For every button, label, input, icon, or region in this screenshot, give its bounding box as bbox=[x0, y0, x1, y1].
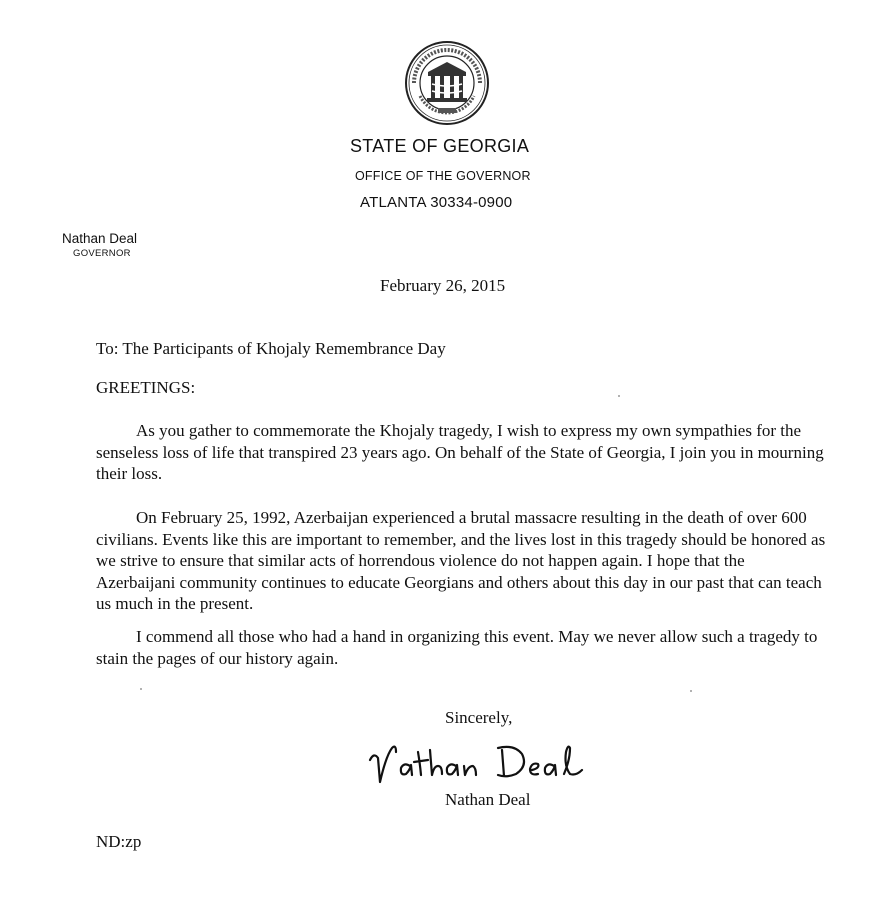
paragraph-2: On February 25, 1992, Azerbaijan experienced a brutal massacre resulting in the death of over 600 civilians. Events like this are important to remember, and the lives lost in this tragedy should be honored as we strive to ensure that similar acts of horrendous violence do not happen again. I hope that the Azerbaijani community continues to educate Georgians and others about this day in our past that can teach us much in the present. bbox=[96, 508, 826, 613]
reference-initials: ND:zp bbox=[96, 832, 142, 851]
handwritten-signature bbox=[366, 738, 590, 788]
state-title: STATE OF GEORGIA bbox=[350, 136, 530, 156]
city-address: ATLANTA 30334-0900 bbox=[360, 194, 513, 211]
addressee-line: To: The Participants of Khojaly Remembrance Day bbox=[96, 339, 446, 358]
paragraph-1: As you gather to commemorate the Khojaly tragedy, I wish to express my own sympathies for the senseless loss of life that transpired 23 years ago. On behalf of the State of Georgia, I join you in mourning their loss. bbox=[96, 421, 824, 483]
scan-speck bbox=[690, 690, 692, 692]
scan-speck bbox=[618, 395, 620, 397]
letter-date: February 26, 2015 bbox=[380, 276, 506, 295]
governor-title: GOVERNOR bbox=[73, 248, 131, 259]
state-seal bbox=[404, 40, 490, 126]
closing: Sincerely, bbox=[445, 708, 513, 727]
office-title: OFFICE OF THE GOVERNOR bbox=[355, 169, 531, 183]
signer-name: Nathan Deal bbox=[445, 790, 531, 809]
greeting: GREETINGS: bbox=[96, 378, 196, 397]
scan-speck bbox=[140, 688, 142, 690]
paragraph-3: I commend all those who had a hand in organizing this event. May we never allow such a tragedy to stain the pages of our history again. bbox=[96, 627, 818, 668]
governor-name: Nathan Deal bbox=[62, 231, 138, 246]
